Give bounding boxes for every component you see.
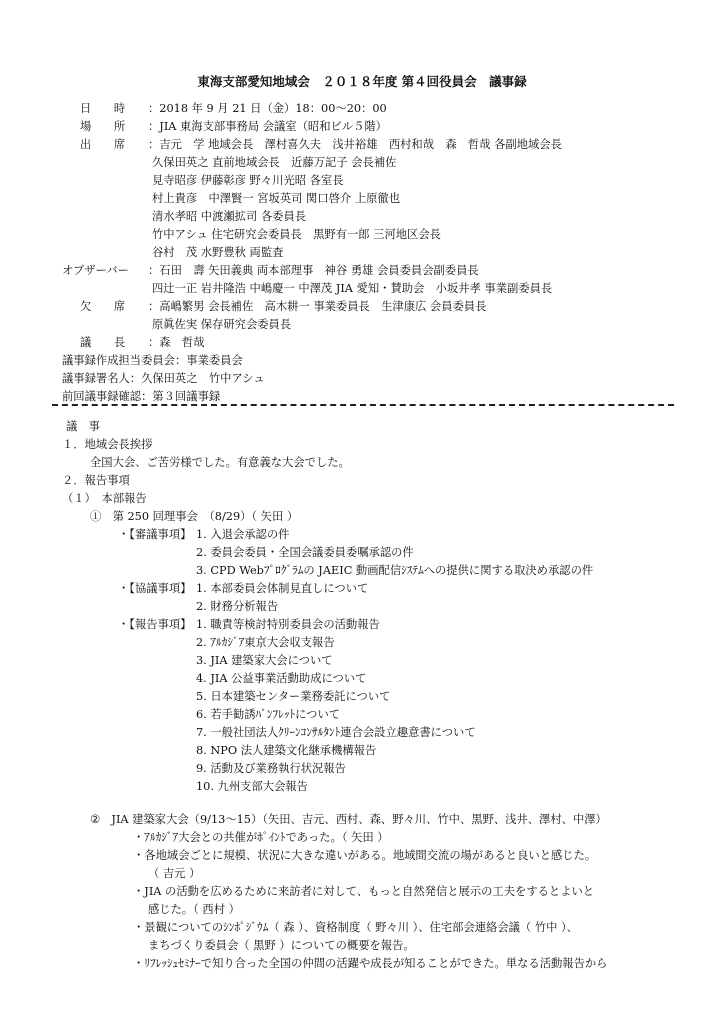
list-item: 9. 活動及び業務執行状況報告 [196, 762, 346, 775]
section-title: ２．報告事項 [62, 474, 130, 487]
place-label: 場 所 [80, 120, 126, 133]
minutes-signers: 議事録署名人：久保田英之 竹中アシュ [62, 372, 265, 385]
tag-label: ・【報告事項】 [118, 618, 192, 631]
tag-label: ・【審議事項】 [118, 528, 192, 541]
list-item: 1. 職責等検討特別委員会の活動報告 [196, 618, 380, 631]
report-line: ・ｱﾙｶｼﾞｱ大会との共催がﾎﾟｲﾝﾄであった。（ 矢田 ） [133, 831, 389, 844]
place-value: ：JIA 東海支部事務局 会議室（昭和ビル５階） [148, 120, 387, 133]
list-item: 5. 日本建築センター業務委託について [196, 690, 391, 703]
attendees-line: 谷村 茂 水野豊秋 両監査 [152, 246, 284, 259]
date-value: ：2018 年 9 月 21 日（金）18：00～20：00 [148, 102, 387, 115]
observer-line: 四辻一正 岩井隆浩 中嶋慶一 中澤茂 JIA 愛知・賛助会 小坂井孝 事業副委員長 [152, 282, 553, 295]
list-item: 2. 委員会委員・全国会議委員委嘱承認の件 [196, 546, 414, 559]
list-item: 3. CPD Webﾌﾟﾛｸﾞﾗﾑの JAEIC 動画配信ｼｽﾃﾑへの提供に関する取決め承認の件 [196, 564, 594, 577]
attendees-line: 久保田英之 直前地域会長 近藤万記子 会長補佐 [152, 156, 397, 169]
attendees-line: 村上貴彦 中澤賢一 宮坂英司 関口啓介 上原徹也 [152, 192, 401, 205]
absent-label: 欠 席 [80, 300, 126, 313]
attendees-line: 見寺昭彦 伊藤彰彦 野々川光昭 各室長 [152, 174, 344, 187]
report-line: （ 吉元 ） [148, 867, 201, 880]
absent-line: 原眞佐実 保存研究会委員長 [152, 318, 292, 331]
list-item: 4. JIA 公益事業活動助成について [196, 672, 367, 685]
observer-label: オブザーバー [62, 264, 129, 277]
list-item: 6. 若手勧誘ﾊﾟﾝﾌﾚｯﾄについて [196, 708, 341, 721]
list-item: 8. NPO 法人建築文化継承機構報告 [196, 744, 377, 757]
date-label: 日 時 [80, 102, 126, 115]
section-title: １．地域会長挨拶 [62, 438, 153, 451]
observer-line: ：石田 壽 矢田義典 両本部理事 神谷 勇雄 会員委員会副委員長 [148, 264, 479, 277]
report-line: ・JIA の活動を広めるために来訪者に対して、もっと自然発信と展示の工夫をするとよいと [133, 885, 595, 898]
list-item: 7. 一般社団法人ｸﾘｰﾝｺﾝｻﾙﾀﾝﾄ連合会設立趣意書について [196, 726, 476, 739]
list-item: 3. JIA 建築家大会について [196, 654, 333, 667]
previous-minutes: 前回議事録確認：第３回議事録 [62, 390, 221, 403]
document-title: 東海支部愛知地域会 ２０１８年度 第４回役員会 議事録 [197, 74, 527, 89]
chair-value: ：森 哲哉 [148, 336, 205, 349]
subsection-title: （１） 本部報告 [62, 492, 147, 505]
minutes-committee: 議事録作成担当委員会：事業委員会 [62, 354, 243, 367]
report-line: まちづくり委員会（ 黒野 ）についての概要を報告。 [148, 939, 415, 952]
tag-label: ・【協議事項】 [118, 582, 192, 595]
section-body: 全国大会、ご苦労様でした。有意義な大会でした。 [90, 456, 350, 469]
report-line: 感じた。（ 西村 ） [148, 903, 240, 916]
chair-label: 議 長 [80, 336, 126, 349]
item-title: ② JIA 建築家大会（9/13～15）（矢田、吉元、西村、森、野々川、竹中、黒野、浅井、澤村、中澤） [90, 813, 607, 826]
list-item: 10. 九州支部大会報告 [196, 780, 308, 793]
attendees-line: 竹中アシュ 住宅研究会委員長 黒野有一郎 三河地区会長 [152, 228, 441, 241]
report-line: ・各地域会ごとに規模、状況に大きな違いがある。地域間交流の場があると良いと感じた。 [133, 849, 597, 862]
list-item: 2. ｱﾙｶｼﾞｱ東京大会収支報告 [196, 636, 335, 649]
attendees-label: 出 席 [80, 138, 126, 151]
attendees-line: 清水孝昭 中渡瀬拡司 各委員長 [152, 210, 307, 223]
list-item: 2. 財務分析報告 [196, 600, 279, 613]
agenda-heading: 議 事 [66, 420, 100, 433]
item-title: ① 第 250 回理事会 （8/29）（ 矢田 ） [90, 510, 299, 523]
report-line: ・ﾘﾌﾚｯｼｭｾﾐﾅｰで知り合った全国の仲間の活躍や成長が知ることができた。単なる活動報告から [133, 957, 608, 970]
list-item: 1. 本部委員会体制見直しについて [196, 582, 369, 595]
list-item: 1. 入退会承認の件 [196, 528, 290, 541]
report-line: ・景観についてのｼﾝﾎﾟｼﾞｳﾑ（ 森 ）、資格制度（ 野々川 ）、住宅部会連絡会議（ 竹中 ）、 [133, 921, 578, 934]
attendees-line: ：吉元 学 地域会長 澤村喜久夫 浅井裕雄 西村和哉 森 哲哉 各副地域会長 [148, 138, 562, 151]
dashed-divider [52, 404, 674, 406]
absent-line: ：高嶋繁男 会長補佐 高木耕一 事業委員長 生津康広 会員委員長 [148, 300, 487, 313]
